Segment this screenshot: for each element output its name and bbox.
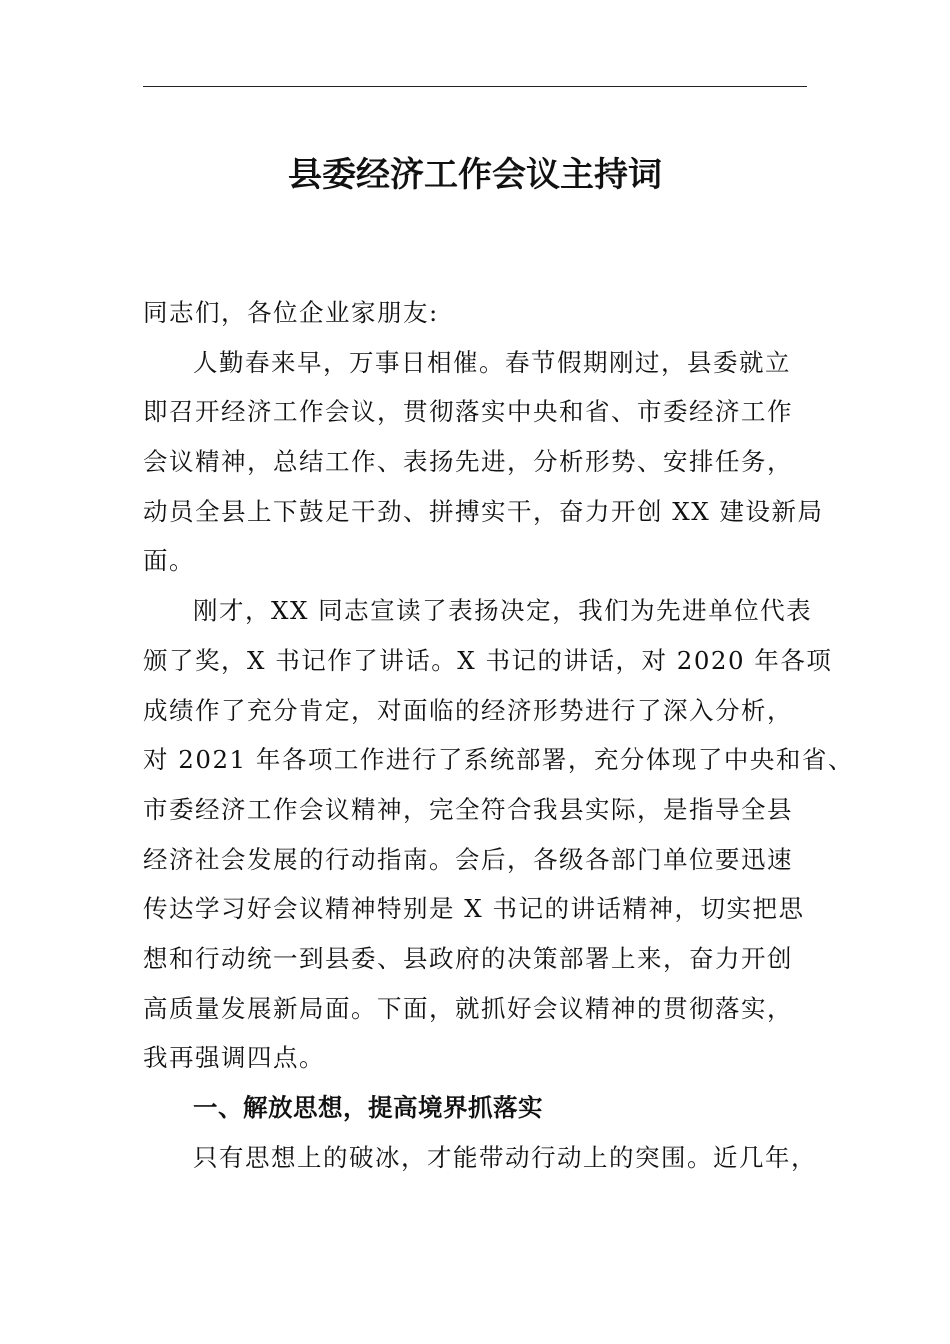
paragraph-line: 会议精神，总结工作、表扬先进，分析形势、安排任务， <box>143 447 793 477</box>
paragraph-line: 即召开经济工作会议，贯彻落实中央和省、市委经济工作 <box>143 397 793 427</box>
paragraph-line: 想和行动统一到县委、县政府的决策部署上来，奋力开创 <box>143 943 793 973</box>
paragraph-line: 高质量发展新局面。下面，就抓好会议精神的贯彻落实， <box>143 993 793 1023</box>
paragraph-line: 市委经济工作会议精神，完全符合我县实际，是指导全县 <box>143 794 793 824</box>
header-rule <box>143 86 807 87</box>
document-body <box>143 288 854 1182</box>
paragraph-line: 人勤春来早，万事日相催。春节假期刚过，县委就立 <box>193 347 791 377</box>
section-heading: 一、解放思想，提高境界抓落实 <box>193 1093 543 1122</box>
paragraph-line: 只有思想上的破冰，才能带动行动上的突围。近几年， <box>193 1142 817 1172</box>
paragraph-line: 传达学习好会议精神特别是 X 书记的讲话精神，切实把思 <box>143 894 805 924</box>
paragraph-line: 刚才，XX 同志宣读了表扬决定，我们为先进单位代表 <box>193 596 813 626</box>
paragraph-line: 成绩作了充分肯定，对面临的经济形势进行了深入分析， <box>143 695 793 725</box>
paragraph-line: 对 2021 年各项工作进行了系统部署，充分体现了中央和省、 <box>143 745 854 775</box>
paragraph-line: 面。 <box>143 546 195 576</box>
document-title: 县委经济工作会议主持词 <box>288 155 662 195</box>
salutation: 同志们，各位企业家朋友: <box>143 298 439 327</box>
paragraph-line: 我再强调四点。 <box>143 1043 325 1073</box>
paragraph-line: 动员全县上下鼓足干劲、拼搏实干，奋力开创 XX 建设新局 <box>143 496 824 526</box>
paragraph-line: 颁了奖，X 书记作了讲话。X 书记的讲话，对 2020 年各项 <box>143 645 833 675</box>
paragraph-line: 经济社会发展的行动指南。会后，各级各部门单位要迅速 <box>143 844 793 874</box>
